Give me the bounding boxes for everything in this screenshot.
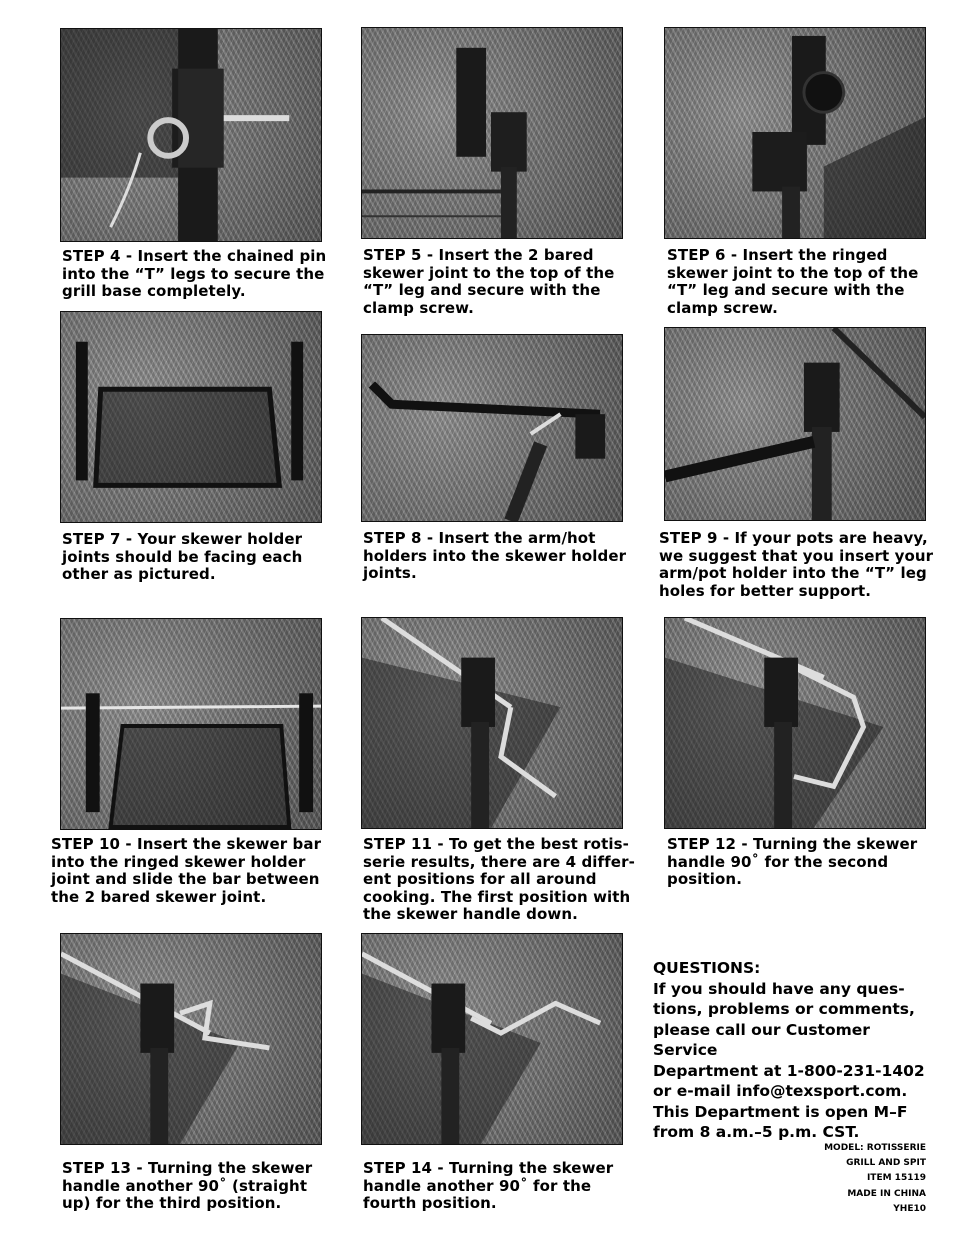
step-4-caption: STEP 4 - Insert the chained pin into the “T” legs to secure the grill base completely. (62, 247, 327, 300)
model-info: MODEL: ROTISSERIE GRILL AND SPIT ITEM 15119 MADE IN CHINA YHE10 (824, 1143, 926, 1214)
step-5-photo (361, 27, 623, 239)
step-12-caption: STEP 12 - Turning the skewer handle 90˚ for the second position. (667, 835, 918, 888)
step-9-caption: STEP 9 - If your pots are heavy, we suggest that you insert your arm/pot holder into the “T” leg holes for better support. (659, 529, 934, 600)
step-6-caption: STEP 6 - Insert the ringed skewer joint to the top of the “T” leg and secure with the clamp screw. (667, 246, 919, 317)
step-7-caption: STEP 7 - Your skewer holder joints should be facing each other as pictured. (62, 530, 303, 583)
step-13-caption: STEP 13 - Turning the skewer handle another 90˚ (straight up) for the third position. (62, 1159, 313, 1212)
step-12-photo (664, 617, 926, 829)
step-14-caption: STEP 14 - Turning the skewer handle another 90˚ for the fourth position. (363, 1159, 614, 1212)
step-10-caption: STEP 10 - Insert the skewer bar into the ringed skewer holder joint and slide the bar between the 2 bared skewer joint. (51, 835, 322, 906)
step-5-caption: STEP 5 - Insert the 2 bared skewer joint to the top of the “T” leg and secure with the clamp screw. (363, 246, 615, 317)
step-4-photo (60, 28, 322, 242)
step-9-photo (664, 327, 926, 521)
step-7-photo (60, 311, 322, 523)
step-8-caption: STEP 8 - Insert the arm/hot holders into the skewer holder joints. (363, 529, 627, 582)
step-10-photo (60, 618, 322, 830)
step-14-photo (361, 933, 623, 1145)
step-11-caption: STEP 11 - To get the best rotis- serie results, there are 4 differ- ent positions for all around cooking. The first position with the skewer handle down. (363, 835, 635, 923)
step-13-photo (60, 933, 322, 1145)
step-6-photo (664, 27, 926, 239)
step-8-photo (361, 334, 623, 522)
questions-contact-info: QUESTIONS: If you should have any ques- tions, problems or comments, please call our Customer Service Department at 1-800-231-1402 or e-mail info@texsport.com. This Department is open M–F from 8 a.m.–5 p.m. CST. (653, 959, 925, 1141)
step-11-photo (361, 617, 623, 829)
